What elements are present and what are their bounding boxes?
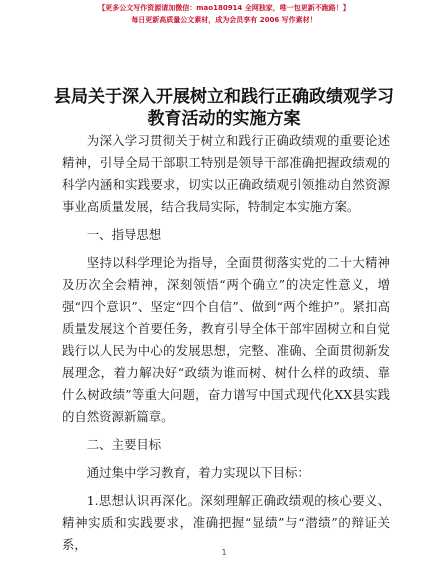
guiding-ideology-paragraph: 坚持以科学理论为指导，全面贯彻落实党的二十大精神及历次全会精神，深刻领悟“两个确立”的决定性意义，增强“四个意识”、坚定“四个自信”、做到“两个维护”。紧扣高质量发展这个首要任务，教育引导全体干部牢固树立和自觉践行以人民为中心的发展思想，完整、准确、全面贯彻新发展理念，着力解决好“政绩为谁而树、树什么样的政绩、靠什么树政绩”等重大问题，奋力谱写中国式现代化XX县实践的自然资源新篇章。: [62, 255, 390, 424]
document-title: [40, 86, 408, 130]
document-body: [62, 130, 390, 562]
promo-line-2: 每日更新高质量公文素材，成为会员享有 2006 写作素材！: [131, 16, 317, 24]
promo-line-1: 【更多公文写作资源请加微信：mao180914 全网独家，唯一包更新不跑路！】: [98, 4, 350, 12]
section-heading-main-goals: 二、主要目标: [86, 437, 162, 452]
main-goals-intro: 通过集中学习教育，着力实现以下目标：: [86, 465, 310, 480]
section-heading-guiding-ideology: 一、指导思想: [86, 227, 162, 242]
title-line-2: 教育活动的实施方案: [147, 109, 301, 129]
goal-item-1: 1.思想认识再深化。深刻理解正确政绩观的核心要义、精神实质和实践要求，准确把握“显绩”与“潜绩”的辩证关系，: [62, 493, 390, 552]
title-line-1: 县局关于深入开展树立和践行正确政绩观学习: [54, 87, 394, 107]
intro-paragraph: 为深入学习贯彻关于树立和践行正确政绩观的重要论述精神，引导全局干部职工特别是领导干部准确把握政绩观的科学内涵和实践要求，切实以正确政绩观引领推动自然资源事业高质量发展，结合我局实际，特制定本实施方案。: [62, 133, 390, 214]
promo-banner: [0, 2, 448, 26]
page-number: 1: [221, 548, 227, 557]
